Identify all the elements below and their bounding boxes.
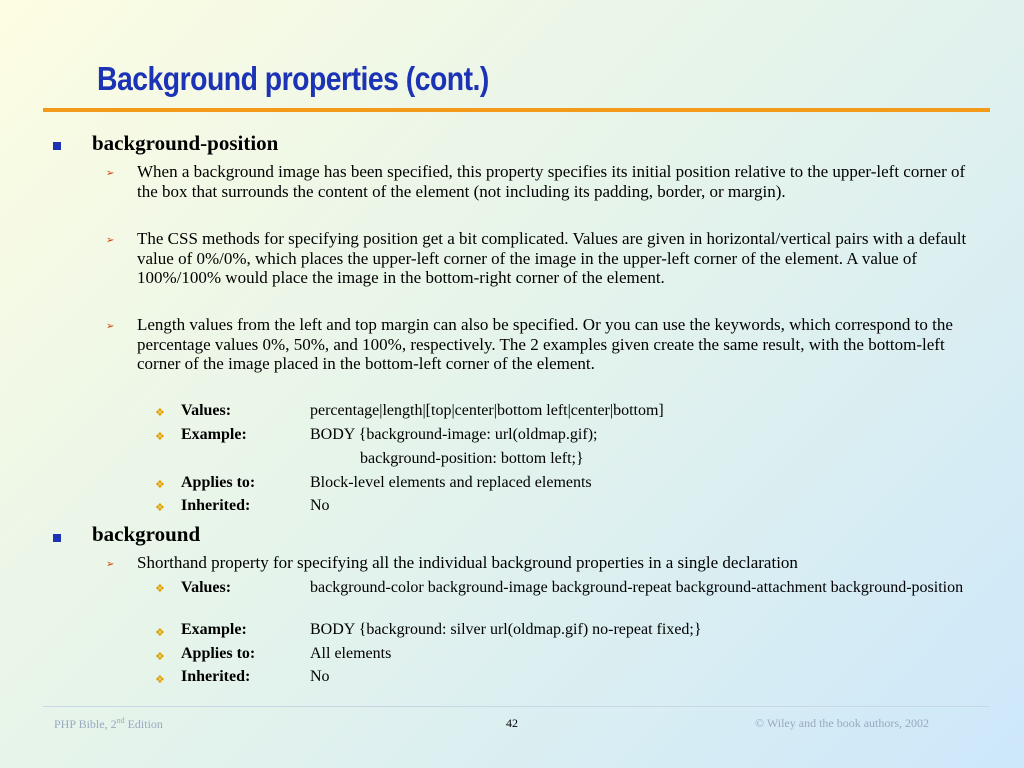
diamond-bullet-icon: ❖	[155, 626, 165, 639]
diamond-bullet-icon: ❖	[155, 650, 165, 663]
detail-label: Example:	[181, 426, 247, 443]
page-number: 42	[506, 716, 518, 730]
detail-value: background-color background-image background-repeat background-attachment background-position	[310, 579, 964, 596]
diamond-bullet-icon: ❖	[155, 582, 165, 595]
footer-left	[54, 716, 163, 732]
detail-label: Values:	[181, 402, 232, 419]
detail-label: Example:	[181, 621, 247, 638]
arrow-bullet-icon: ➢	[106, 559, 115, 570]
diamond-bullet-icon: ❖	[155, 406, 165, 419]
section-heading-background-position: background-position	[92, 131, 279, 155]
bullet-point: Shorthand property for specifying all the individual background properties in a single declaration	[137, 553, 798, 572]
diamond-bullet-icon: ❖	[155, 430, 165, 443]
bullet-point: The CSS methods for specifying position get a bit complicated. Values are given in horizontal/vertical pairs with a default value of 0%/0%, which places the upper-left corner of the image in the upper-left corner of the element. A value of 100%/100% would place the image in the bottom-right corner of the element.	[137, 229, 967, 287]
footer-edition-label: Edition	[124, 717, 163, 731]
detail-value: No	[310, 497, 330, 514]
footer-copyright: © Wiley and the book authors, 2002	[755, 716, 930, 730]
detail-value-continued: background-position: bottom left;}	[360, 450, 584, 467]
detail-label: Applies to:	[181, 474, 256, 491]
diamond-bullet-icon: ❖	[155, 501, 165, 514]
detail-label: Applies to:	[181, 645, 256, 662]
detail-value: percentage|length|[top|center|bottom left|center|bottom]	[310, 402, 664, 419]
detail-label: Inherited:	[181, 668, 251, 685]
square-bullet-icon	[53, 142, 61, 150]
arrow-bullet-icon: ➢	[106, 321, 115, 332]
arrow-bullet-icon: ➢	[106, 168, 115, 179]
arrow-bullet-icon: ➢	[106, 235, 115, 246]
detail-value: No	[310, 668, 330, 685]
section-heading-background: background	[92, 522, 201, 546]
bullet-point: When a background image has been specified, this property specifies its initial position relative to the upper-left corner of the box that surrounds the content of the element (not including its padding, border, or margin).	[137, 162, 966, 201]
detail-value: All elements	[310, 645, 392, 662]
footer-rule	[43, 706, 990, 707]
diamond-bullet-icon: ❖	[155, 673, 165, 686]
footer-edition-superscript: nd	[116, 716, 125, 725]
detail-label: Inherited:	[181, 497, 251, 514]
square-bullet-icon	[53, 534, 61, 542]
footer-book-title: PHP Bible, 2	[54, 717, 117, 731]
bullet-point: Length values from the left and top margin can also be specified. Or you can use the keywords, which correspond to the percentage values 0%, 50%, and 100%, respectively. The 2 examples given create the same result, with the bottom-left corner of the image placed in the bottom-left corner of the element.	[137, 315, 953, 373]
detail-value: BODY {background: silver url(oldmap.gif) no-repeat fixed;}	[310, 621, 702, 638]
detail-value: BODY {background-image: url(oldmap.gif);	[310, 426, 598, 443]
diamond-bullet-icon: ❖	[155, 478, 165, 491]
slide-title: Background properties (cont.)	[97, 60, 489, 97]
detail-values-wrapped	[181, 578, 971, 597]
detail-label: Values:	[181, 579, 232, 596]
detail-value: Block-level elements and replaced elements	[310, 474, 592, 491]
